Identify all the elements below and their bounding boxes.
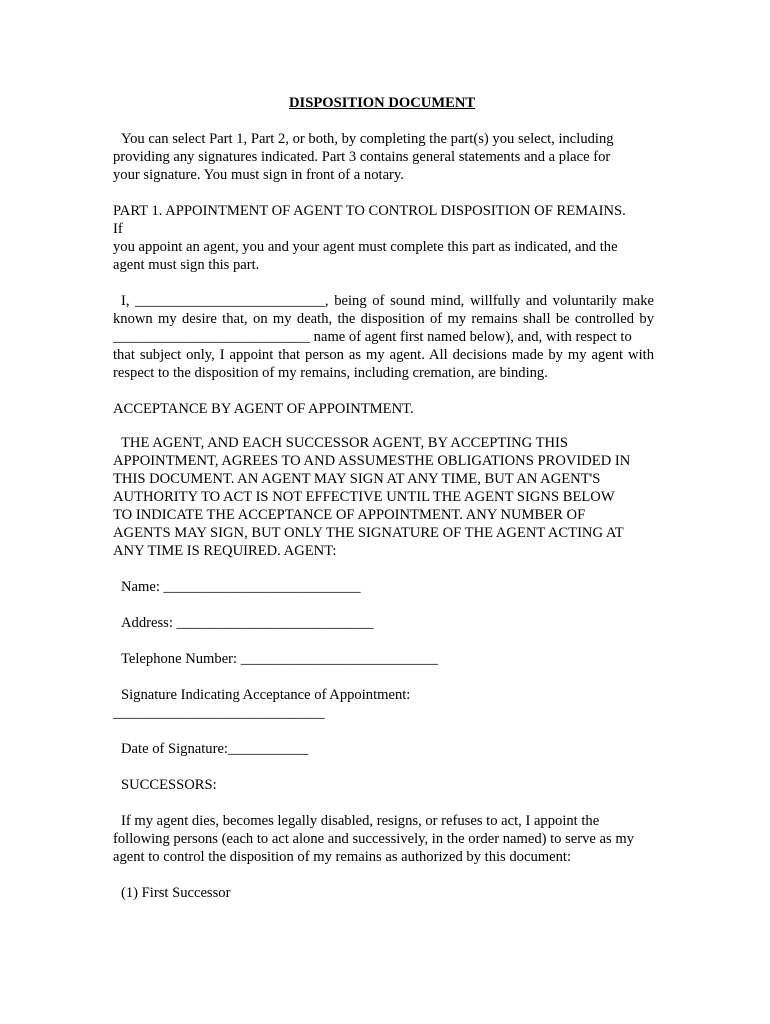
appoint-line-2: known my desire that, on my death, the disposition of my remains shall be controlled by xyxy=(113,311,654,327)
signature-line: _____________________________ xyxy=(113,705,325,721)
appoint-line-1: I, __________________________, being of sound mind, willfully and voluntarily make xyxy=(121,293,654,309)
agent-address-field: Address: ___________________________ xyxy=(121,615,374,631)
first-successor-label: (1) First Successor xyxy=(121,885,231,901)
acceptance-line-4: AUTHORITY TO ACT IS NOT EFFECTIVE UNTIL THE AGENT SIGNS BELOW xyxy=(113,489,615,505)
acceptance-line-1: THE AGENT, AND EACH SUCCESSOR AGENT, BY ACCEPTING THIS xyxy=(121,435,569,451)
acceptance-line-6: AGENTS MAY SIGN, BUT ONLY THE SIGNATURE OF THE AGENT ACTING AT xyxy=(113,525,624,541)
agent-name-field: Name: ___________________________ xyxy=(121,579,361,595)
appoint-line-4: that subject only, I appoint that person as my agent. All decisions made by my agent with xyxy=(113,347,654,363)
successors-line-3: agent to control the disposition of my remains as authorized by this document: xyxy=(113,849,571,865)
intro-line-3: your signature. You must sign in front of a notary. xyxy=(113,167,404,183)
signature-label: Signature Indicating Acceptance of Appointment: xyxy=(121,687,411,703)
successors-line-2: following persons (each to act alone and successively, in the order named) to serve as my xyxy=(113,831,635,847)
acceptance-line-3: THIS DOCUMENT. AN AGENT MAY SIGN AT ANY TIME, BUT AN AGENT'S xyxy=(113,471,601,487)
acceptance-line-2: APPOINTMENT, AGREES TO AND ASSUMESTHE OBLIGATIONS PROVIDED IN xyxy=(113,453,631,469)
part1-line-4: agent must sign this part. xyxy=(113,257,260,273)
appoint-line-5: respect to the disposition of my remains, including cremation, are binding. xyxy=(113,365,548,381)
date-of-signature-field: Date of Signature:___________ xyxy=(121,741,309,757)
part1-heading: PART 1. APPOINTMENT OF AGENT TO CONTROL DISPOSITION OF REMAINS. xyxy=(113,203,626,219)
part1-line-2: If xyxy=(113,221,123,237)
intro-line-1: You can select Part 1, Part 2, or both, by completing the part(s) you select, including xyxy=(121,131,614,147)
acceptance-line-5: TO INDICATE THE ACCEPTANCE OF APPOINTMENT. ANY NUMBER OF xyxy=(113,507,586,523)
part1-line-3: you appoint an agent, you and your agent must complete this part as indicated, and the xyxy=(113,239,618,255)
acceptance-line-7: ANY TIME IS REQUIRED. AGENT: xyxy=(113,543,337,559)
successors-heading: SUCCESSORS: xyxy=(121,777,217,793)
agent-telephone-field: Telephone Number: ___________________________ xyxy=(121,651,438,667)
document-title: DISPOSITION DOCUMENT xyxy=(289,95,476,111)
intro-line-2: providing any signatures indicated. Part 3 contains general statements and a place for xyxy=(113,149,611,165)
acceptance-heading: ACCEPTANCE BY AGENT OF APPOINTMENT. xyxy=(113,401,414,417)
successors-line-1: If my agent dies, becomes legally disabled, resigns, or refuses to act, I appoint the xyxy=(121,813,600,829)
appoint-line-3: ___________________________ name of agent first named below), and, with respect to xyxy=(113,329,632,345)
